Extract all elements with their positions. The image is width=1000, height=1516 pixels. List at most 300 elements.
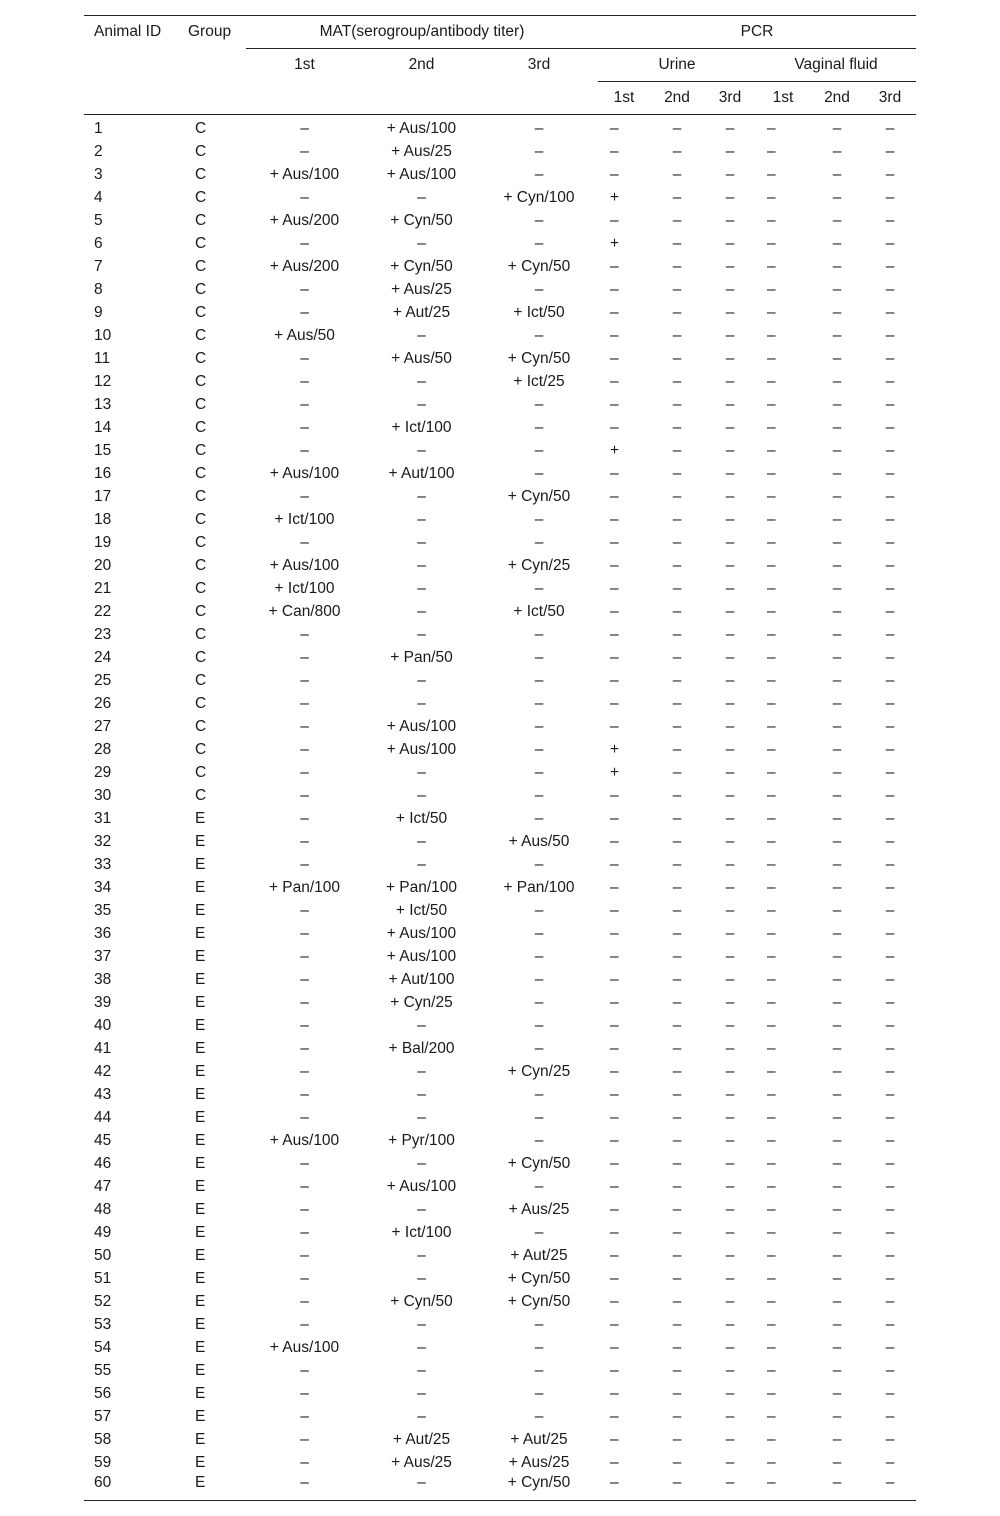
mat-1st-cell: + Aus/200 (269, 211, 340, 229)
vaginal-3rd-cell: – (885, 234, 895, 252)
vaginal-2nd-cell: – (832, 740, 842, 758)
urine-2nd-cell: – (672, 1453, 682, 1471)
urine-1st-cell: – (610, 556, 619, 574)
mat-3rd-cell: – (534, 533, 544, 551)
mat-3rd-cell: – (534, 165, 544, 183)
vaginal-3rd-cell: – (885, 1430, 895, 1448)
mat-1st-cell: – (300, 809, 309, 827)
urine-1st-cell: – (610, 1315, 619, 1333)
mat-3rd-cell: – (534, 1338, 544, 1356)
mat-2nd-cell: + Aus/50 (391, 349, 452, 367)
urine-1st-cell: – (610, 1085, 619, 1103)
vaginal-3rd-cell: – (885, 441, 895, 459)
urine-2nd-cell: – (672, 533, 682, 551)
vaginal-3rd-cell: – (885, 579, 895, 597)
urine-3rd-cell: – (725, 1062, 735, 1080)
animal-id-cell: 41 (94, 1039, 112, 1057)
group-cell: C (195, 395, 207, 413)
urine-2nd-cell: – (672, 1131, 682, 1149)
animal-id-cell: 3 (94, 165, 103, 183)
group-cell: C (195, 625, 207, 643)
vaginal-3rd-cell: – (885, 878, 895, 896)
vaginal-2nd-cell: – (832, 1384, 842, 1402)
mat-3rd-cell: – (534, 119, 544, 137)
group-cell: E (195, 1016, 206, 1034)
mat-3rd-cell: – (534, 1131, 544, 1149)
mat-3rd-cell: – (534, 648, 544, 666)
urine-1st-cell: – (610, 1223, 619, 1241)
mat-3rd-cell: – (534, 1223, 544, 1241)
vaginal-2nd-cell: – (832, 188, 842, 206)
urine-2nd-cell: – (672, 694, 682, 712)
urine-1st-cell: – (610, 1430, 619, 1448)
urine-2nd-cell: – (672, 763, 682, 781)
urine-2nd-cell: – (672, 510, 682, 528)
urine-1st-cell: – (610, 579, 619, 597)
table-row (84, 232, 916, 255)
urine-2nd-cell: – (672, 1292, 682, 1310)
vaginal-2nd-cell: – (832, 395, 842, 413)
mat-2nd-cell: + Cyn/50 (390, 211, 453, 229)
mat-1st-cell: – (300, 671, 309, 689)
animal-id-cell: 42 (94, 1062, 112, 1080)
animal-id-cell: 15 (94, 441, 112, 459)
urine-3rd-cell: – (725, 878, 735, 896)
mat-1st-cell: – (300, 970, 309, 988)
vaginal-1st-cell: – (767, 832, 776, 850)
mat-2nd-cell: – (417, 855, 426, 873)
vaginal-1st-cell: – (767, 947, 776, 965)
urine-3rd-cell: – (725, 1223, 735, 1241)
animal-id-cell: 23 (94, 625, 112, 643)
animal-id-cell: 24 (94, 648, 112, 666)
table-row (84, 807, 916, 830)
vaginal-2nd-cell: – (832, 211, 842, 229)
animal-id-cell: 1 (94, 119, 103, 137)
urine-3rd-cell: – (725, 1246, 735, 1264)
vaginal-1st-cell: – (767, 418, 776, 436)
table-row (84, 393, 916, 416)
table-header (84, 16, 916, 115)
urine-3rd-cell: – (725, 510, 735, 528)
mat-3rd-cell: – (534, 763, 544, 781)
urine-3rd-cell: – (725, 855, 735, 873)
mat-1st-cell: – (300, 832, 309, 850)
mat-3rd-cell: – (534, 1407, 544, 1425)
table-row (84, 761, 916, 784)
mat-1st-cell: – (300, 1062, 309, 1080)
urine-1st-cell: – (610, 510, 619, 528)
vaginal-3rd-cell: – (885, 211, 895, 229)
urine-3rd-cell: – (725, 464, 735, 482)
mat-2nd-cell: – (417, 441, 426, 459)
vaginal-3rd-cell: – (885, 1039, 895, 1057)
vaginal-2nd-cell: – (832, 1453, 842, 1471)
vaginal-1st-cell: – (767, 786, 776, 804)
vaginal-2nd-cell: – (832, 280, 842, 298)
group-cell: E (195, 1108, 206, 1126)
vaginal-3rd-cell: – (885, 487, 895, 505)
mat-1st-cell: + Aus/50 (274, 326, 335, 344)
vaginal-2nd-cell: – (832, 1085, 842, 1103)
mat-1st-cell: – (300, 1315, 309, 1333)
urine-1st-cell: – (610, 1131, 619, 1149)
urine-1st-cell: – (610, 280, 619, 298)
mat-1st-cell: – (300, 786, 309, 804)
urine-2nd-cell: – (672, 303, 682, 321)
mat-3rd-cell: + Aus/25 (508, 1453, 570, 1471)
animal-id-cell: 9 (94, 303, 103, 321)
group-cell: E (195, 1361, 206, 1379)
vaginal-1st-cell: – (767, 1177, 776, 1195)
vaginal-3rd-cell: – (885, 694, 895, 712)
urine-1st-cell: – (610, 1269, 619, 1287)
vaginal-1st-cell: – (767, 740, 776, 758)
urine-1st-cell: – (610, 119, 619, 137)
urine-3rd-cell: – (725, 579, 735, 597)
urine-2nd-cell: – (672, 855, 682, 873)
group-cell: C (195, 303, 207, 321)
animal-id-cell: 35 (94, 901, 112, 919)
vaginal-2nd-cell: – (832, 372, 842, 390)
mat-3rd-cell: – (534, 694, 544, 712)
vaginal-2nd-cell: – (832, 763, 842, 781)
urine-2nd-cell: – (672, 142, 682, 160)
urine-2nd-cell: – (672, 1154, 682, 1172)
urine-2nd-cell: – (672, 1085, 682, 1103)
urine-1st-cell: – (610, 1292, 619, 1310)
mat-3rd-cell: – (534, 1384, 544, 1402)
vaginal-2nd-cell: – (832, 303, 842, 321)
table-row (84, 1037, 916, 1060)
vaginal-2nd-cell: – (832, 556, 842, 574)
mat-3rd-cell: + Cyn/50 (480, 1474, 598, 1501)
vaginal-1st-cell: – (767, 142, 776, 160)
mat-3rd-cell: + Ict/50 (513, 602, 565, 620)
table-row (84, 554, 916, 577)
urine-2nd-cell: – (672, 1361, 682, 1379)
animal-id-cell: 51 (94, 1269, 112, 1287)
header-mat-1st: 1st (294, 56, 315, 74)
mat-1st-cell: – (300, 1085, 309, 1103)
urine-1st-cell: – (598, 1474, 650, 1501)
urine-3rd-cell: – (725, 901, 735, 919)
urine-3rd-cell: – (725, 257, 735, 275)
vaginal-3rd-cell: – (885, 924, 895, 942)
urine-1st-cell: + (610, 740, 620, 758)
urine-1st-cell: – (610, 625, 619, 643)
urine-3rd-cell: – (725, 234, 735, 252)
vaginal-3rd-cell: – (864, 1474, 916, 1501)
vaginal-1st-cell: – (767, 809, 776, 827)
urine-1st-cell: – (610, 694, 619, 712)
vaginal-3rd-cell: – (885, 1338, 895, 1356)
table-row (84, 1014, 916, 1037)
table-row (84, 1106, 916, 1129)
urine-3rd-cell: – (725, 395, 735, 413)
mat-2nd-cell: + Aut/25 (392, 1430, 451, 1448)
urine-2nd-cell: – (672, 970, 682, 988)
vaginal-3rd-cell: – (885, 1131, 895, 1149)
vaginal-2nd-cell: – (832, 349, 842, 367)
animal-id-cell: 43 (94, 1085, 112, 1103)
mat-1st-cell: – (300, 763, 309, 781)
urine-1st-cell: – (610, 326, 619, 344)
urine-2nd-cell: – (672, 372, 682, 390)
urine-2nd-cell: – (672, 1430, 682, 1448)
vaginal-3rd-cell: – (885, 1108, 895, 1126)
group-cell: E (195, 1154, 206, 1172)
mat-3rd-cell: + Cyn/50 (507, 1269, 571, 1287)
group-cell: C (195, 234, 207, 252)
animal-id-cell: 57 (94, 1407, 112, 1425)
mat-1st-cell: – (300, 717, 309, 735)
vaginal-2nd-cell: – (832, 878, 842, 896)
vaginal-3rd-cell: – (885, 970, 895, 988)
table-row (84, 163, 916, 186)
vaginal-2nd-cell: – (832, 142, 842, 160)
header-mat-3rd: 3rd (527, 56, 551, 74)
vaginal-1st-cell: – (767, 280, 776, 298)
vaginal-1st-cell: – (767, 1361, 776, 1379)
table-body (84, 115, 916, 1501)
urine-1st-cell: – (610, 349, 619, 367)
vaginal-2nd-cell: – (832, 165, 842, 183)
urine-1st-cell: – (610, 372, 619, 390)
vaginal-1st-cell: – (767, 602, 776, 620)
group-cell: C (195, 119, 207, 137)
table-row (84, 324, 916, 347)
urine-3rd-cell: – (725, 717, 735, 735)
mat-2nd-cell: – (417, 1246, 426, 1264)
mat-3rd-cell: + Ict/50 (513, 303, 565, 321)
table-row (84, 1152, 916, 1175)
table-row (84, 115, 916, 141)
urine-1st-cell: + (610, 234, 620, 252)
vaginal-3rd-cell: – (885, 1062, 895, 1080)
urine-2nd-cell: – (672, 418, 682, 436)
vaginal-2nd-cell: – (832, 487, 842, 505)
urine-3rd-cell: – (725, 188, 735, 206)
mat-2nd-cell: + Cyn/50 (390, 1292, 453, 1310)
vaginal-1st-cell: – (767, 1246, 776, 1264)
vaginal-2nd-cell: – (832, 441, 842, 459)
urine-1st-cell: – (610, 832, 619, 850)
mat-1st-cell: + Pan/100 (268, 878, 341, 896)
urine-3rd-cell: – (725, 602, 735, 620)
table-row (84, 692, 916, 715)
mat-3rd-cell: – (534, 717, 544, 735)
urine-3rd-cell: – (725, 763, 735, 781)
vaginal-3rd-cell: – (885, 1292, 895, 1310)
urine-2nd-cell: – (672, 671, 682, 689)
animal-id-cell: 28 (94, 740, 112, 758)
animal-id-cell: 48 (94, 1200, 112, 1218)
urine-1st-cell: – (610, 602, 619, 620)
urine-2nd-cell: – (672, 211, 682, 229)
mat-2nd-cell: – (417, 533, 426, 551)
vaginal-2nd-cell: – (832, 326, 842, 344)
mat-1st-cell: – (300, 694, 309, 712)
vaginal-3rd-cell: – (885, 763, 895, 781)
animal-id-cell: 14 (94, 418, 112, 436)
mat-3rd-cell: – (534, 786, 544, 804)
mat-2nd-cell: – (417, 487, 426, 505)
urine-3rd-cell: – (725, 694, 735, 712)
table-row (84, 968, 916, 991)
urine-1st-cell: – (610, 1361, 619, 1379)
mat-2nd-cell: – (417, 763, 426, 781)
urine-3rd-cell: – (725, 372, 735, 390)
mat-2nd-cell: + Cyn/50 (390, 257, 453, 275)
mat-3rd-cell: – (534, 924, 544, 942)
vaginal-3rd-cell: – (885, 556, 895, 574)
mat-2nd-cell: + Aus/100 (386, 119, 457, 137)
urine-1st-cell: – (610, 1039, 619, 1057)
vaginal-1st-cell: – (767, 1269, 776, 1287)
mat-2nd-cell: – (417, 1062, 426, 1080)
urine-3rd-cell: – (725, 648, 735, 666)
mat-3rd-cell: – (534, 142, 544, 160)
urine-2nd-cell: – (672, 625, 682, 643)
animal-id-cell: 21 (94, 579, 112, 597)
header-urine: Urine (598, 49, 756, 82)
vaginal-1st-cell: – (767, 1131, 776, 1149)
mat-1st-cell: – (300, 1430, 309, 1448)
mat-2nd-cell: – (417, 1108, 426, 1126)
vaginal-3rd-cell: – (885, 1361, 895, 1379)
mat-3rd-cell: + Cyn/50 (507, 1292, 571, 1310)
urine-1st-cell: – (610, 901, 619, 919)
mat-2nd-cell: + Pyr/100 (388, 1131, 455, 1149)
mat-2nd-cell: – (417, 1154, 426, 1172)
mat-3rd-cell: – (534, 234, 544, 252)
mat-1st-cell: – (300, 648, 309, 666)
mat-2nd-cell: + Aut/25 (392, 303, 451, 321)
mat-3rd-cell: – (534, 395, 544, 413)
urine-3rd-cell: – (725, 1039, 735, 1057)
header-mat: MAT(serogroup/antibody titer) (246, 16, 598, 49)
group-cell: E (195, 1292, 206, 1310)
urine-3rd-cell: – (725, 832, 735, 850)
results-table (84, 15, 916, 1501)
table-row (84, 462, 916, 485)
mat-2nd-cell: – (417, 786, 426, 804)
group-cell: E (195, 1039, 206, 1057)
mat-1st-cell: – (300, 901, 309, 919)
vaginal-3rd-cell: – (885, 349, 895, 367)
group-cell: E (195, 1269, 206, 1287)
table-row (84, 1428, 916, 1451)
group-cell: E (195, 1085, 206, 1103)
group-cell: E (195, 947, 206, 965)
vaginal-1st-cell: – (767, 694, 776, 712)
vaginal-1st-cell: – (767, 510, 776, 528)
mat-3rd-cell: – (534, 970, 544, 988)
vaginal-2nd-cell: – (832, 1039, 842, 1057)
animal-id-cell: 12 (94, 372, 112, 390)
mat-1st-cell: + Ict/100 (274, 510, 335, 528)
vaginal-2nd-cell: – (832, 1131, 842, 1149)
urine-3rd-cell: – (725, 1361, 735, 1379)
vaginal-1st-cell: – (767, 349, 776, 367)
group-cell: E (195, 1453, 206, 1471)
mat-3rd-cell: + Cyn/50 (507, 487, 571, 505)
vaginal-2nd-cell: – (832, 786, 842, 804)
mat-1st-cell: + Aus/200 (269, 257, 340, 275)
table-row (84, 1451, 916, 1474)
mat-1st-cell: – (300, 234, 309, 252)
vaginal-2nd-cell: – (832, 648, 842, 666)
urine-1st-cell: – (610, 1246, 619, 1264)
animal-id-cell: 33 (94, 855, 112, 873)
mat-1st-cell: – (300, 1177, 309, 1195)
urine-1st-cell: – (610, 878, 619, 896)
vaginal-1st-cell: – (767, 211, 776, 229)
group-cell: C (195, 487, 207, 505)
urine-2nd-cell: – (672, 993, 682, 1011)
table-row (84, 416, 916, 439)
mat-3rd-cell: – (534, 326, 544, 344)
vaginal-1st-cell: – (767, 1039, 776, 1057)
animal-id-cell: 45 (94, 1131, 112, 1149)
mat-2nd-cell: – (417, 395, 426, 413)
header-pcr: PCR (598, 16, 916, 49)
urine-2nd-cell: – (672, 1062, 682, 1080)
urine-3rd-cell: – (725, 349, 735, 367)
table-row (84, 439, 916, 462)
animal-id-cell: 10 (94, 326, 112, 344)
vaginal-2nd-cell: – (832, 809, 842, 827)
mat-3rd-cell: – (534, 1039, 544, 1057)
vaginal-1st-cell: – (767, 717, 776, 735)
table-row (84, 1060, 916, 1083)
vaginal-3rd-cell: – (885, 625, 895, 643)
vaginal-3rd-cell: – (885, 1177, 895, 1195)
vaginal-3rd-cell: – (885, 533, 895, 551)
vaginal-3rd-cell: – (885, 395, 895, 413)
group-cell: C (195, 763, 207, 781)
mat-3rd-cell: – (534, 418, 544, 436)
vaginal-3rd-cell: – (885, 1407, 895, 1425)
animal-id-cell: 31 (94, 809, 112, 827)
mat-2nd-cell: – (417, 1085, 426, 1103)
mat-3rd-cell: + Cyn/25 (507, 1062, 571, 1080)
group-cell: C (195, 372, 207, 390)
vaginal-3rd-cell: – (885, 740, 895, 758)
group-cell: C (195, 717, 207, 735)
header-vaginal-fluid: Vaginal fluid (756, 49, 916, 82)
table-row (84, 1083, 916, 1106)
mat-1st-cell: – (300, 418, 309, 436)
table-row (84, 1313, 916, 1336)
urine-3rd-cell: – (725, 993, 735, 1011)
urine-1st-cell: – (610, 142, 619, 160)
urine-2nd-cell: – (672, 740, 682, 758)
vaginal-3rd-cell: – (885, 326, 895, 344)
vaginal-1st-cell: – (767, 924, 776, 942)
urine-2nd-cell: – (672, 786, 682, 804)
animal-id-cell: 29 (94, 763, 112, 781)
urine-2nd-cell: – (672, 1407, 682, 1425)
vaginal-2nd-cell: – (832, 1315, 842, 1333)
urine-2nd-cell: – (672, 234, 682, 252)
table-row (84, 209, 916, 232)
table-row (84, 301, 916, 324)
table-row (84, 876, 916, 899)
animal-id-cell: 4 (94, 188, 103, 206)
group-cell: E (195, 1062, 206, 1080)
